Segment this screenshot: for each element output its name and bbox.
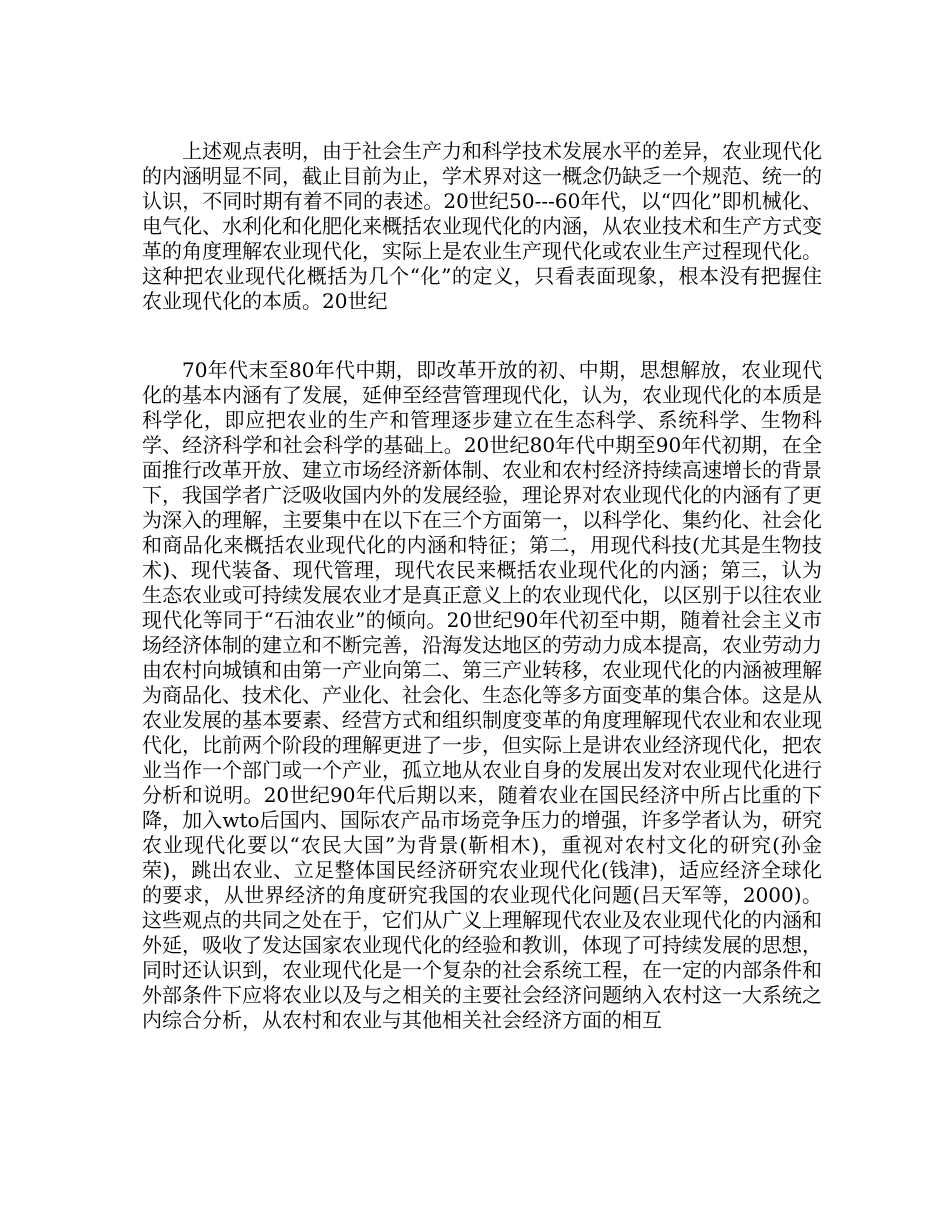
body-paragraph-2: 70年代末至80年代中期，即改革开放的初、中期，思想解放，农业现代化的基本内涵有了发展，延伸至经营管理现代化，认为，农业现代化的本质是科学化，即应把农业的生产和管理逐步建立在生态科学、系统科学、生物科学、经济科学和社会科学的基础上。20世纪80年代中期至90年代初期，在全面推行改革开放、建立市场经济新体制、农业和农村经济持续高速增长的背景下，我国学者广泛吸收国内外的发展经验，理论界对农业现代化的内涵有了更为深入的理解，主要集中在以下在三个方面第一，以科学化、集约化、社会化和商品化来概括农业现代化的内涵和特征；第二，用现代科技(尤其是生物技术)、现代装备、现代管理，现代农民来概括农业现代化的内涵；第三，认为生态农业或可持续发展农业才是真正意义上的农业现代化，以区别于以往农业现代化等同于“石油农业”的倾向。20世纪90年代初至中期，随着社会主义市场经济体制的建立和不断完善，沿海发达地区的劳动力成本提高，农业劳动力由农村向城镇和由第一产业向第二、第三产业转移，农业现代化的内涵被理解为商品化、技术化、产业化、社会化、生态化等多方面变革的集合体。这是从农业发展的基本要素、经营方式和组织制度变革的角度理解现代农业和农业现代化，比前两个阶段的理解更进了一步，但实际上是讲农业经济现代化，把农业当作一个部门或一个产业，孤立地从农业自身的发展出发对农业现代化进行分析和说明。20世纪90年代后期以来，随着农业在国民经济中所占比重的下降，加入wto后国内、国际农产品市场竞争压力的增强，许多学者认为，研究农业现代化要以“农民大国”为背景(靳相木)，重视对农村文化的研究(孙金荣)，跳出农业、立足整体国民经济研究农业现代化(钱津)，适应经济全球化的要求，从世界经济的角度研究我国的农业现代化问题(吕天军等，2000)。这些观点的共同之处在于，它们从广义上理解现代农业及农业现代化的内涵和外延，吸收了发达国家农业现代化的经验和教训，体现了可持续发展的思想，同时还认识到，农业现代化是一个复杂的社会系统工程，在一定的内部条件和外部条件下应将农业以及与之相关的主要社会经济问题纳入农村这一大系统之内综合分析，从农村和农业与其他相关社会经济方面的相互	[142, 358, 822, 1032]
body-paragraph-1: 上述观点表明，由于社会生产力和科学技术发展水平的差异，农业现代化的内涵明显不同，截止目前为止，学术界对这一概念仍缺乏一个规范、统一的认识，不同时期有着不同的表述。20世纪50---60年代，以“四化”即机械化、电气化、水利化和化肥化来概括农业现代化的内涵，从农业技术和生产方式变革的角度理解农业现代化，实际上是农业生产现代化或农业生产过程现代化。这种把农业现代化概括为几个“化”的定义，只看表面现象，根本没有把握住农业现代化的本质。20世纪	[142, 139, 822, 313]
